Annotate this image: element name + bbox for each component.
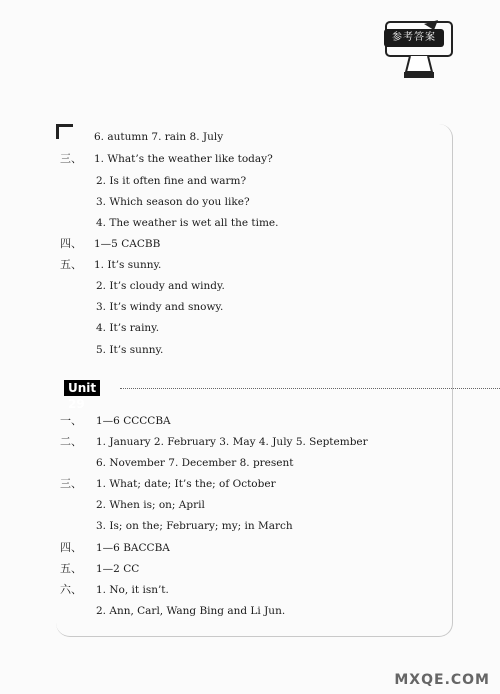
answer-line: 2. Ann, Carl, Wang Bing and Li Jun. xyxy=(96,605,286,617)
answer-line: 1. No, it isn’t. xyxy=(96,584,169,596)
section-number: 五、 xyxy=(60,258,82,271)
answer-line: 6. autumn 7. rain 8. July xyxy=(94,131,224,143)
section-number: 一、 xyxy=(60,414,82,427)
answer-line: 1. It’s sunny. xyxy=(94,259,162,271)
answer-line: 6. November 7. December 8. present xyxy=(96,457,294,469)
unit-title: Unit 29 xyxy=(64,380,100,396)
answer-line: 5. It’s sunny. xyxy=(96,344,164,356)
section-number: 二、 xyxy=(60,435,82,448)
section-number: 三、 xyxy=(60,477,82,490)
answer-line: 1—5 CACBB xyxy=(94,238,161,250)
answer-line: 3. Is; on the; February; my; in March xyxy=(96,520,293,532)
section-number: 四、 xyxy=(60,541,82,554)
answer-line: 1—2 CC xyxy=(96,563,140,575)
section-number: 六、 xyxy=(60,583,82,596)
answer-line: 3. Which season do you like? xyxy=(96,196,250,208)
answer-line: 4. It’s rainy. xyxy=(96,322,160,334)
answer-line: 1—6 CCCCBA xyxy=(96,415,171,427)
section-number: 三、 xyxy=(60,152,82,165)
answer-line: 3. It’s windy and snowy. xyxy=(96,301,224,313)
answer-line: 1. What; date; It’s the; of October xyxy=(96,478,276,490)
answer-line: 2. Is it often fine and warm? xyxy=(96,175,247,187)
answer-line: 4. The weather is wet all the time. xyxy=(96,217,279,229)
section-number: 四、 xyxy=(60,237,82,250)
answer-line: 2. It’s cloudy and windy. xyxy=(96,280,225,292)
answer-line: 1—6 BACCBA xyxy=(96,542,170,554)
answer-badge xyxy=(384,20,462,84)
watermark: MXQE.COM xyxy=(394,672,490,688)
badge-label: 参考答案 xyxy=(384,29,444,47)
section-number: 五、 xyxy=(60,562,82,575)
answer-line: 1. What’s the weather like today? xyxy=(94,153,273,165)
frame-corner xyxy=(56,124,73,139)
answer-line: 1. January 2. February 3. May 4. July 5. September xyxy=(96,436,368,448)
answer-line: 2. When is; on; April xyxy=(96,499,205,511)
unit-divider xyxy=(120,388,500,389)
